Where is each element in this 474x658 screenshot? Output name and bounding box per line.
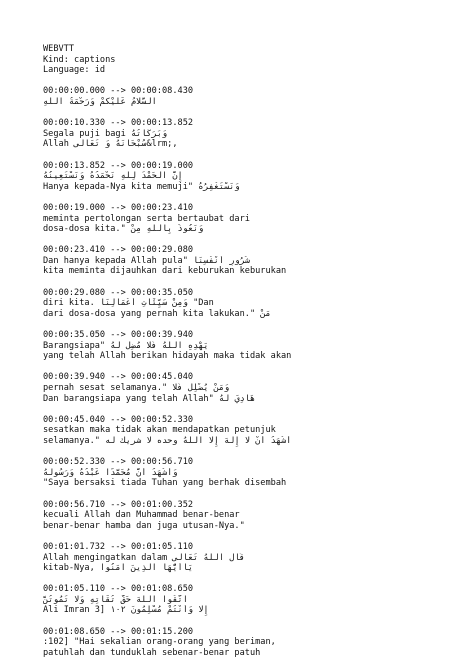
caption-cue: [43, 118, 463, 150]
cue-text: اتَّقُوا اللهَ حَقَّ تُقَاتِهِ وَلَا تَمُوتُنَّ: [43, 594, 188, 605]
header-line: Language: id: [43, 65, 106, 76]
header-line: Kind: captions: [43, 54, 116, 65]
vtt-document: [43, 44, 463, 658]
cue-timing: 00:01:01.732 --> 00:01:05.110: [43, 541, 194, 552]
cue-timing: 00:00:56.710 --> 00:01:00.352: [43, 499, 194, 510]
caption-cue: [43, 86, 463, 107]
caption-cue: [43, 584, 463, 616]
cue-timing: 00:00:23.410 --> 00:00:29.080: [43, 245, 194, 256]
cue-text: meminta pertolongan serta bertaubat dari: [43, 213, 250, 224]
cue-text: "Saya bersaksi tiada Tuhan yang berhak disembah: [43, 478, 287, 489]
cue-text: yang telah Allah berikan hidayah maka tidak akan: [43, 351, 292, 362]
caption-cue: [43, 627, 463, 658]
cue-timing: 00:00:19.000 --> 00:00:23.410: [43, 202, 194, 213]
cue-timing: 00:00:35.050 --> 00:00:39.940: [43, 330, 194, 341]
caption-cue: [43, 542, 463, 574]
cue-text: شُرُورِ أَنْفُسِنَا "Dan hanya kepada Allah pula: [43, 255, 250, 266]
cue-text: إِلَّا وَأَنْتُمْ مُسْلِمُونَ ١٠٢ [Ali Imran 3: [43, 605, 209, 616]
vtt-header: [43, 44, 463, 76]
cue-text: benar-benar hamba dan juga utusan-Nya.": [43, 520, 245, 531]
cue-text: Allah سُبْحَانَهُ وَ تَعَالَى&lrm;,: [43, 139, 178, 150]
cue-timing: 00:01:08.650 --> 00:01:15.200: [43, 626, 194, 637]
caption-cue: [43, 372, 463, 404]
caption-cue: [43, 288, 463, 320]
cue-timing: 00:00:10.330 --> 00:00:13.852: [43, 118, 194, 129]
cue-timing: 00:00:13.852 --> 00:00:19.000: [43, 160, 194, 171]
cue-text: selamanya." أَشْهَدُ أَنْ لَا إِلَهَ إِلَّا اللهُ وحده لا شريك له: [43, 435, 292, 446]
caption-cue: [43, 415, 463, 447]
cue-text: السَّلَامُ عَلَيْكُمْ وَرَحْمَةُ اللهِ: [43, 96, 157, 107]
cue-text: patuhlah dan tunduklah sebenar-benar patuh: [43, 647, 261, 658]
cue-text: kecuali Allah dan Muhammad benar-benar: [43, 510, 240, 521]
cue-text: diri kita. وَمِنْ سَيِّئَاتِ أَعْمَالِنَا "Dan: [43, 298, 214, 309]
cue-text: kitab-Nya, يَاأَيُّهَا الَّذِينَ آمَنُوا: [43, 563, 194, 574]
cue-text: وَبَرَكَاتُهُ Segala puji bagi: [43, 128, 168, 139]
cue-text: إِنَّ الْحَمْدَ لِلَّهِ نَحْمَدُهُ وَنَسْتَعِينُهُ: [43, 171, 183, 182]
cue-timing: 00:00:00.000 --> 00:00:08.430: [43, 86, 194, 97]
cue-text: dosa-dosa kita." وَنَعُوذُ بِاللهِ مِنْ: [43, 224, 204, 235]
cue-text: pernah sesat selamanya." وَمَنْ يُضْلِلْ فَلَا: [43, 383, 230, 393]
cue-timing: 00:00:29.080 --> 00:00:35.050: [43, 287, 194, 298]
cue-text: kita meminta dijauhkan dari keburukan keburukan: [43, 266, 287, 277]
cue-text: dari dosa-dosa yang pernah kita lakukan." مَنْ: [43, 308, 271, 319]
cue-text: يَهْدِهِ اللهُ فَلَا مُضِلَّ لَهُ "Barangsiapa: [43, 340, 209, 351]
caption-cue: [43, 500, 463, 532]
caption-cue: [43, 330, 463, 362]
cue-timing: 00:00:52.330 --> 00:00:56.710: [43, 457, 194, 468]
cue-timing: 00:01:05.110 --> 00:01:08.650: [43, 584, 194, 595]
cue-text: هَادِيَ لَهُ "Dan barangsiapa yang telah Allah: [43, 393, 256, 404]
caption-cue: [43, 245, 463, 277]
cue-timing: 00:00:45.040 --> 00:00:52.330: [43, 414, 194, 425]
cue-text: وَنَسْتَغْفِرُهُ "Hanya kepada-Nya kita memuji: [43, 181, 240, 192]
cue-timing: 00:00:39.940 --> 00:00:45.040: [43, 372, 194, 383]
caption-cue: [43, 161, 463, 193]
header-line: WEBVTT: [43, 44, 75, 54]
cue-text: :102] "Hai sekalian orang-orang yang beriman,: [43, 637, 276, 648]
caption-cue: [43, 457, 463, 489]
cue-text: قَالَ اللهُ تَعَالَى Allah mengingatkan dalam: [43, 552, 245, 563]
caption-cue: [43, 203, 463, 235]
cue-text: وَأَشْهَدُ أَنَّ مُحَمَّدًا عَبْدُهُ وَرَسُولُهُ: [43, 467, 178, 478]
cue-text: sesatkan maka tidak akan mendapatkan petunjuk: [43, 425, 276, 436]
